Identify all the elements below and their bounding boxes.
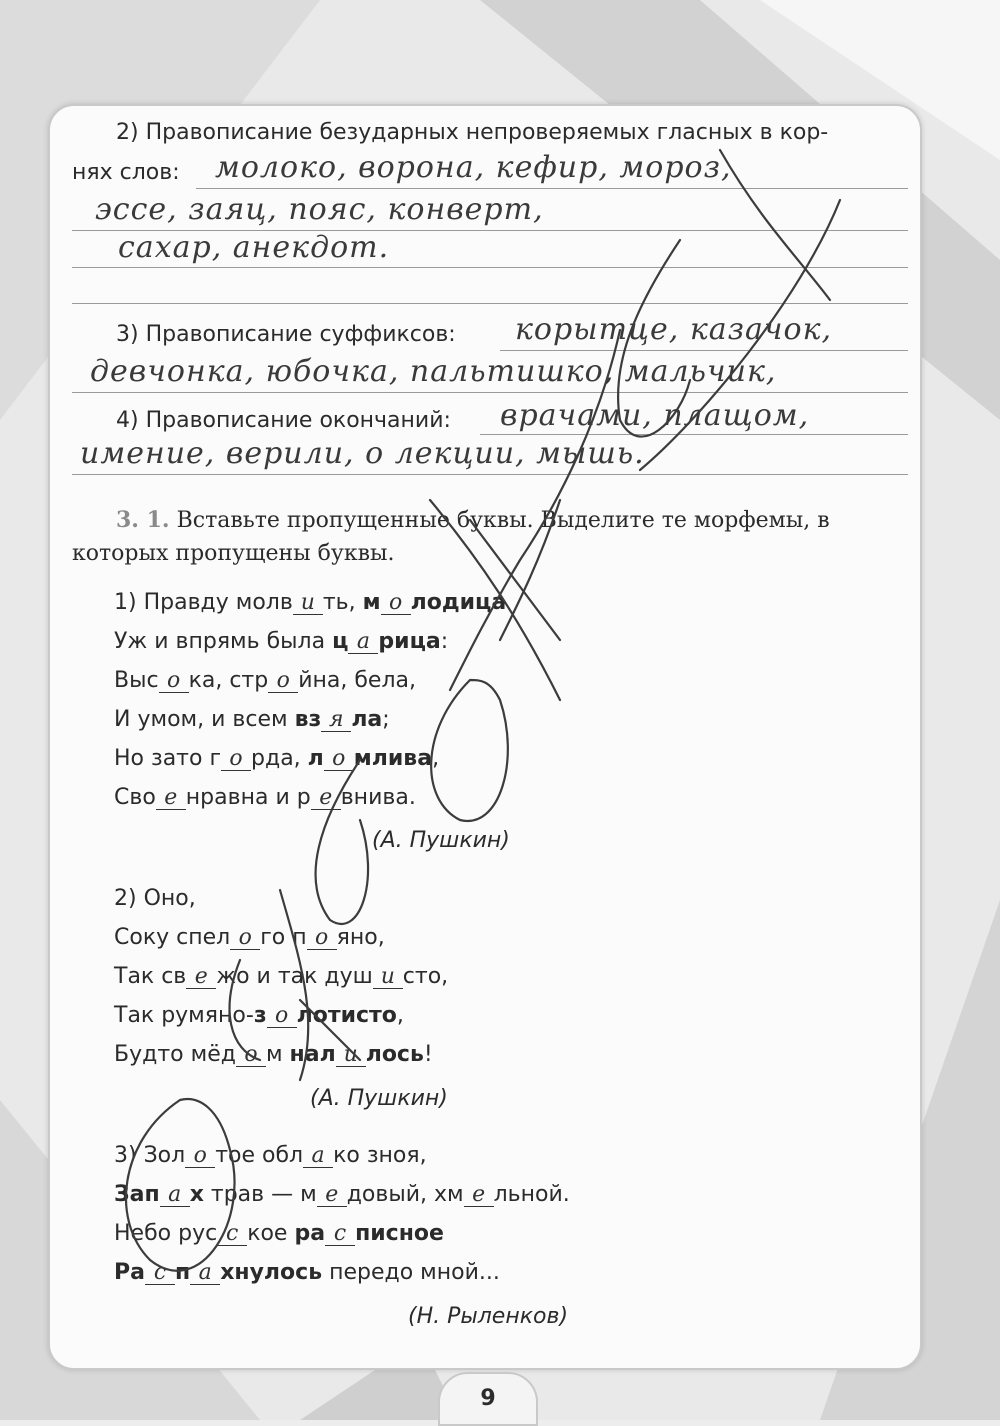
filled-gap: с <box>145 1262 175 1285</box>
poem2-line: Соку спел о го п о яно, <box>114 925 385 950</box>
poem1-author: (А. Пушкин) <box>372 828 510 853</box>
section2-handwriting-3: сахар, анекдот. <box>118 230 390 265</box>
answer-rule <box>72 303 908 304</box>
filled-gap: е <box>311 787 341 810</box>
filled-gap: е <box>464 1184 494 1207</box>
poem3-line: 3) Зол о тое обл а ко зноя, <box>114 1143 427 1168</box>
section4-label: 4) Правописание окончаний: <box>116 408 451 433</box>
filled-gap: е <box>317 1184 347 1207</box>
section3-handwriting-1: корытце, казачок, <box>515 312 833 347</box>
filled-gap: о <box>267 1005 297 1028</box>
task-number: 3. 1. <box>116 507 170 533</box>
poem1-line: И умом, и всем вз я ла; <box>114 707 390 732</box>
poem1-line: Но зато г о рда, л о млива, <box>114 746 440 771</box>
filled-gap: о <box>230 927 260 950</box>
filled-gap: и <box>293 592 323 615</box>
poem2-author: (А. Пушкин) <box>310 1086 448 1111</box>
poem3-author: (Н. Рыленков) <box>408 1304 569 1329</box>
filled-gap: я <box>321 709 351 732</box>
filled-gap: о <box>221 748 251 771</box>
filled-gap: о <box>268 670 298 693</box>
filled-gap: о <box>307 927 337 950</box>
filled-gap: а <box>303 1145 333 1168</box>
filled-gap: с <box>325 1223 355 1246</box>
filled-gap: и <box>373 966 403 989</box>
section4-handwriting-1: врачами, плащом, <box>500 398 810 433</box>
poem2-line: Так св е жо и так душ и сто, <box>114 964 449 989</box>
filled-gap: с <box>217 1223 247 1246</box>
section2-handwriting-1: молоко, ворона, кефир, мороз, <box>215 150 732 185</box>
filled-gap: о <box>185 1145 215 1168</box>
task-instruction-line-2: которых пропущены буквы. <box>72 541 395 566</box>
answer-rule <box>72 392 908 393</box>
poem3-line: Зап а х трав — м е довый, хм е льной. <box>114 1182 570 1207</box>
answer-rule <box>72 267 908 268</box>
page-number: 9 <box>438 1372 538 1426</box>
poem3-line: Ра с п а хнулось передо мной... <box>114 1260 500 1285</box>
section2-handwriting-2: эссе, заяц, пояс, конверт, <box>95 192 544 227</box>
filled-gap: о <box>159 670 189 693</box>
filled-gap: о <box>236 1044 266 1067</box>
section2-header: 2) Правописание безударных непроверяемых гласных в кор- <box>116 120 829 145</box>
filled-gap: о <box>324 748 354 771</box>
section3-label: 3) Правописание суффиксов: <box>116 322 456 347</box>
poem2-line: 2) Оно, <box>114 886 196 911</box>
poem3-line: Небо рус с кое ра с писное <box>114 1221 444 1246</box>
answer-rule <box>72 474 908 475</box>
filled-gap: а <box>348 631 378 654</box>
poem2-line: Так румяно-з о лотисто, <box>114 1003 404 1028</box>
poem1-line: Выс о ка, стр о йна, бела, <box>114 668 416 693</box>
poem1-line: 1) Правду молв и ть, м о лодица <box>114 590 507 615</box>
poem2-line: Будто мёд о м нал и лось! <box>114 1042 433 1067</box>
filled-gap: а <box>160 1184 190 1207</box>
section4-handwriting-2: имение, верили, о лекции, мышь. <box>80 436 645 471</box>
answer-rule <box>196 188 908 189</box>
answer-rule <box>480 434 908 435</box>
section2-prefix: нях слов: <box>72 160 180 185</box>
filled-gap: е <box>186 966 216 989</box>
filled-gap: а <box>190 1262 220 1285</box>
poem1-line: Уж и впрямь была ц а рица: <box>114 629 449 654</box>
filled-gap: о <box>381 592 411 615</box>
section3-handwriting-2: девчонка, юбочка, пальтишко, мальчик, <box>90 354 777 389</box>
task-instruction-line-1: Вставьте пропущенные буквы. Выделите те морфемы, в <box>176 508 830 533</box>
filled-gap: е <box>156 787 186 810</box>
task-instruction <box>72 504 902 570</box>
answer-rule <box>500 350 908 351</box>
filled-gap: и <box>336 1044 366 1067</box>
poem1-line: Сво е нравна и р е внива. <box>114 785 416 810</box>
